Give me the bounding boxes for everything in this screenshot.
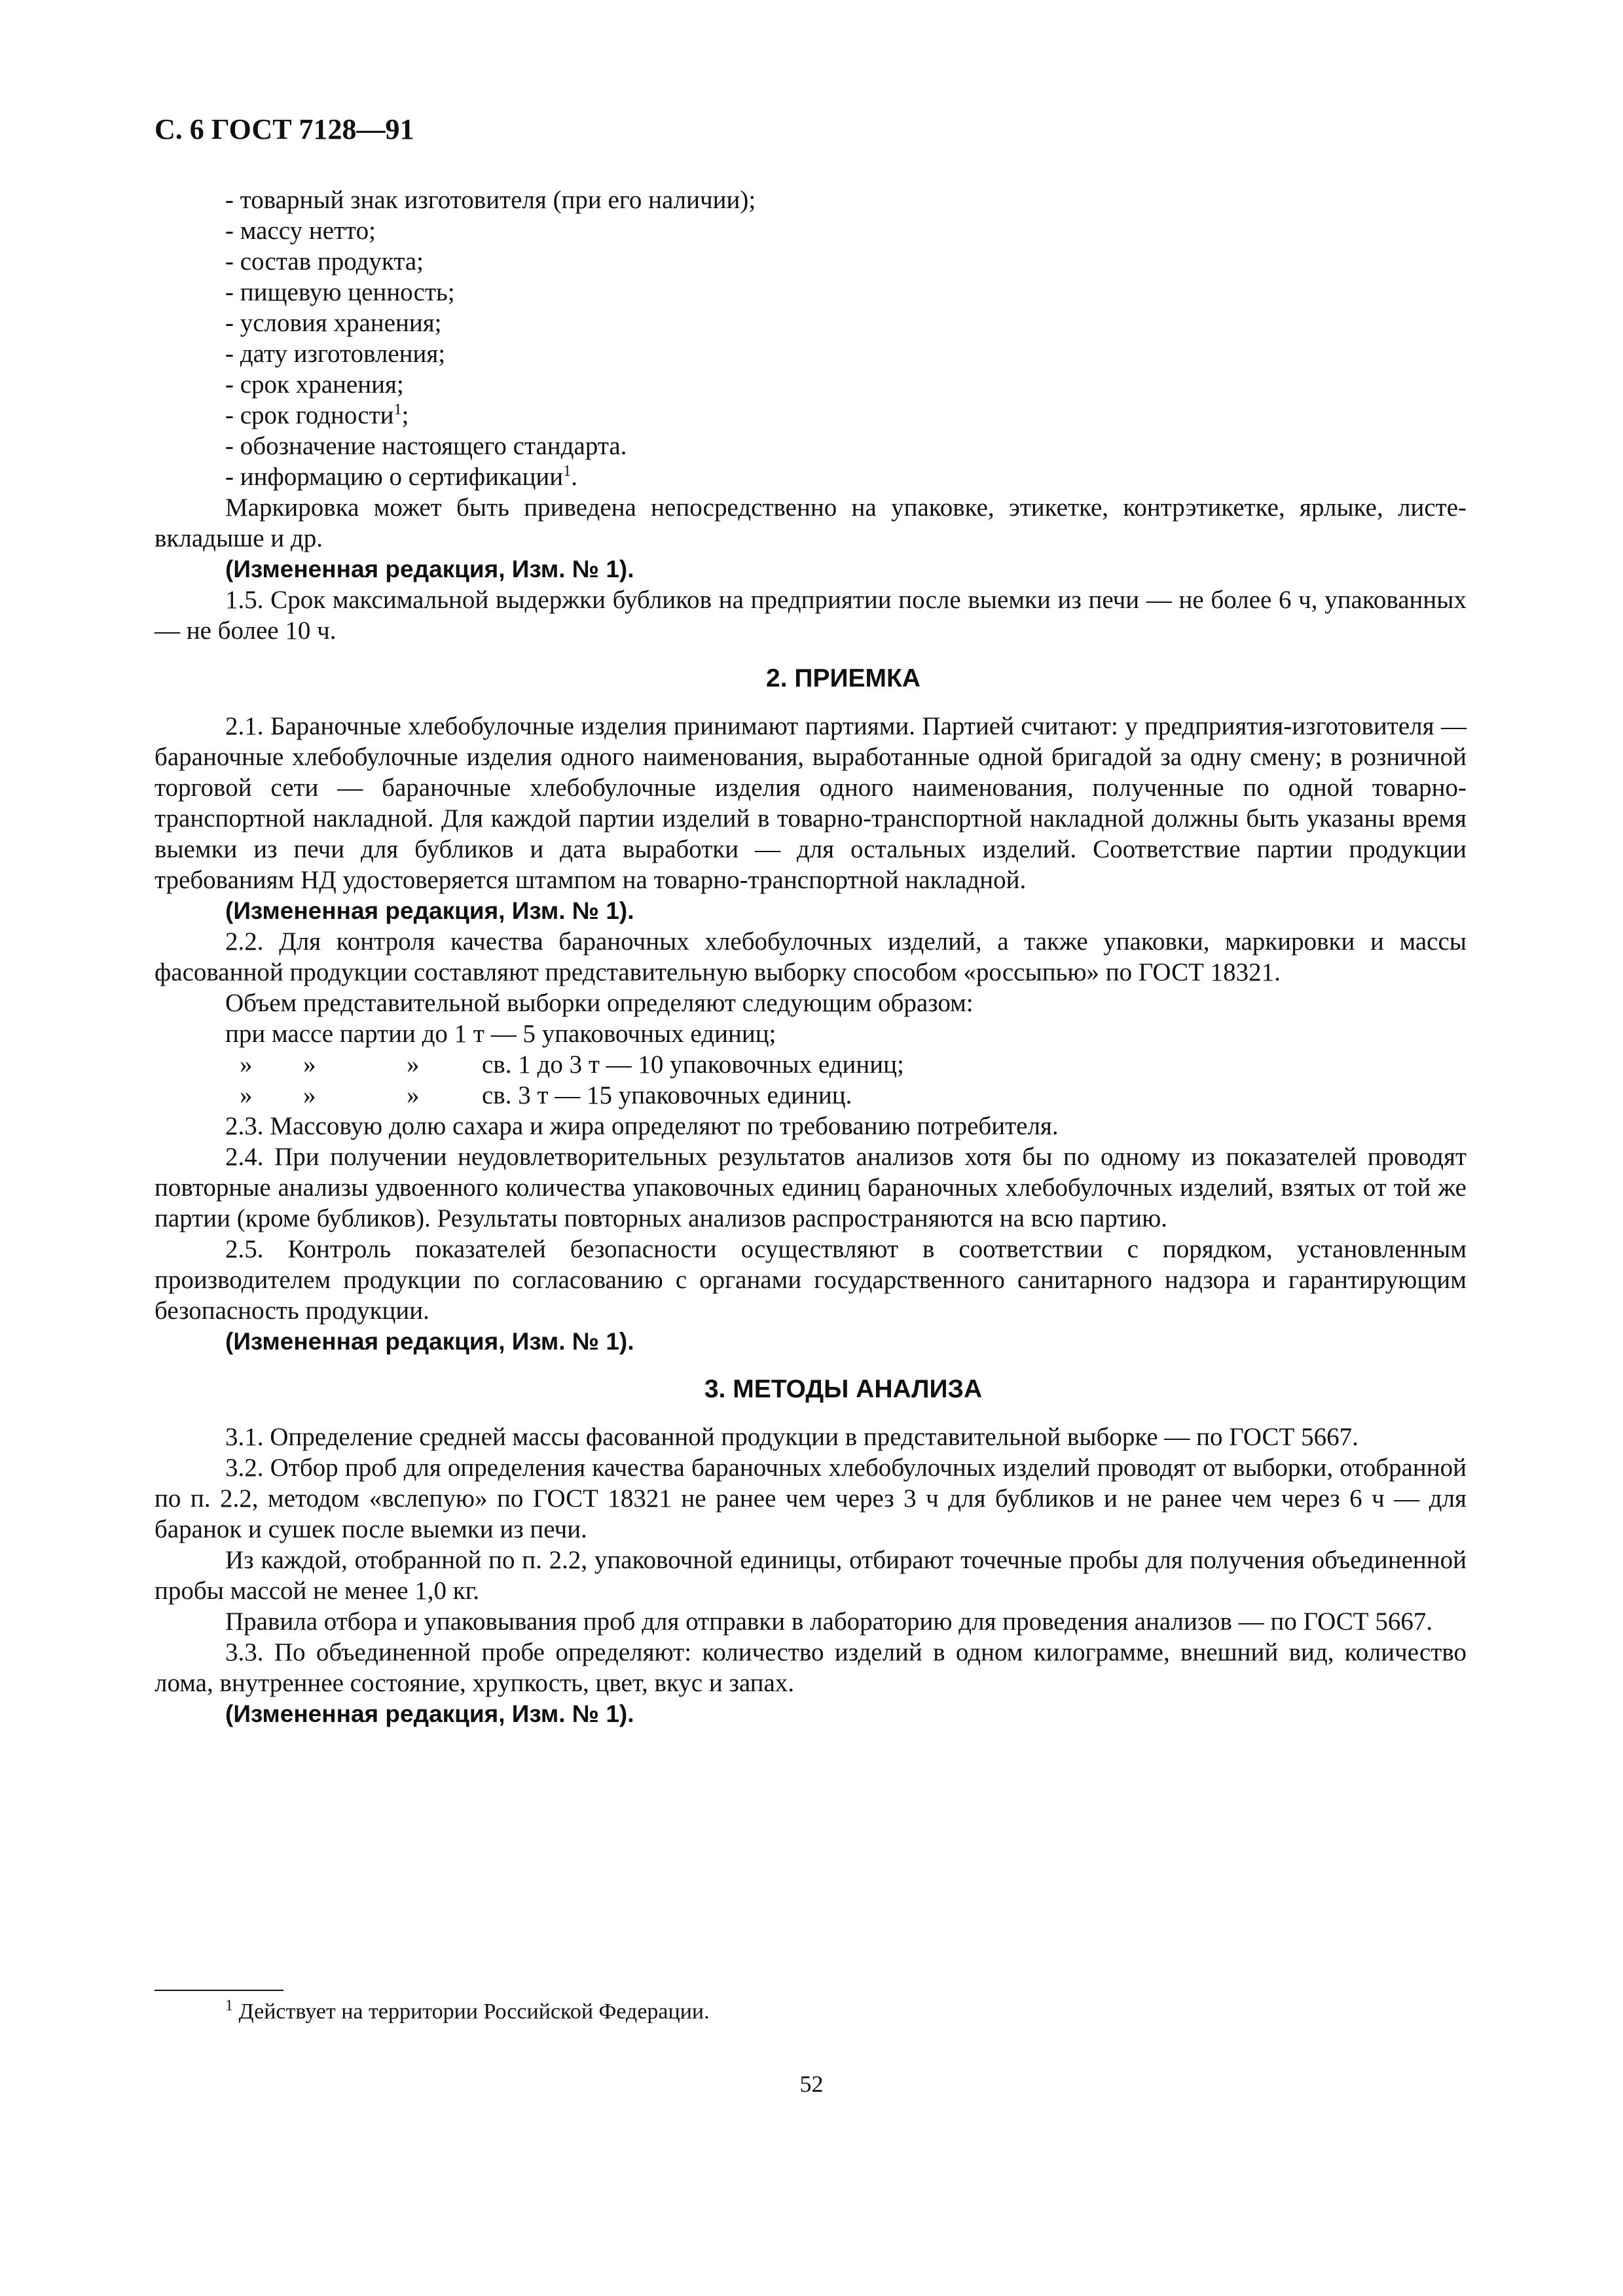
paragraph-3-1: 3.1. Определение средней массы фасованной продукции в представительной выборке — по ГОСТ 5667.	[225, 1423, 1359, 1451]
marking-list	[155, 185, 1467, 492]
ditto-mark: »	[240, 1081, 253, 1109]
sample-intro: Объем представительной выборки определяют следующим образом:	[225, 989, 974, 1017]
list-item: - товарный знак изготовителя (при его наличии);	[225, 186, 756, 214]
sample-line-text: св. 3 т — 15 упаковочных единиц.	[482, 1081, 852, 1109]
list-item: - дату изготовления;	[225, 340, 446, 368]
ditto-mark: »	[407, 1050, 420, 1079]
section-heading-analysis-methods: 3. МЕТОДЫ АНАЛИЗА	[704, 1375, 983, 1403]
list-item-text: - срок годности	[225, 401, 394, 429]
sample-line-ditto	[155, 1049, 1467, 1080]
footnote	[225, 1998, 710, 2026]
paragraph-3-3: 3.3. По объединенной пробе определяют: количество изделий в одном килограмме, внешний вид, количество лома, внутреннее состояние, хрупкость, цвет, вкус и запах.	[155, 1638, 1467, 1697]
page-number: 52	[799, 2071, 824, 2097]
list-item: - условия хранения;	[225, 309, 442, 337]
footnote-mark: 1	[225, 1997, 233, 2015]
amendment-note: (Измененная редакция, Изм. № 1).	[225, 1328, 634, 1355]
marking-note: Маркировка может быть приведена непосредственно на упаковке, этикетке, контрэтикетке, ярлыке, листе-вкладыше и др.	[155, 493, 1467, 552]
paragraph-3-2-sampling: Из каждой, отобранной по п. 2.2, упаковочной единицы, отбирают точечные пробы для получения объединенной пробы массой не менее 1,0 кг.	[155, 1546, 1467, 1605]
footnote-ref: 1	[563, 463, 572, 480]
amendment-note: (Измененная редакция, Изм. № 1).	[225, 556, 634, 583]
list-item: - обозначение настоящего стандарта.	[225, 432, 627, 460]
ditto-mark: »	[303, 1081, 316, 1109]
paragraph-3-2-packing: Правила отбора и упаковывания проб для отправки в лабораторию для проведения анализов — по ГОСТ 5667.	[225, 1607, 1433, 1636]
list-item: - состав продукта;	[225, 247, 424, 276]
sample-line: при массе партии до 1 т — 5 упаковочных единиц;	[225, 1020, 776, 1048]
amendment-note: (Измененная редакция, Изм. № 1).	[225, 1700, 634, 1727]
list-item-shelf-life	[155, 400, 1467, 431]
amendment-note: (Измененная редакция, Изм. № 1).	[225, 897, 634, 924]
list-item-certification	[155, 461, 1467, 492]
sample-line-text: св. 1 до 3 т — 10 упаковочных единиц;	[482, 1050, 904, 1079]
ditto-mark: »	[407, 1081, 420, 1109]
paragraph-3-2: 3.2. Отбор проб для определения качества бараночных хлебобулочных изделий проводят от выборки, отобранной по п. 2.2, методом «вслепую» по ГОСТ 18321 не ранее чем через 3 ч для бубликов и не ранее чем через 6 ч — для баранок и сушек после выемки из печи.	[155, 1454, 1467, 1543]
document-body	[155, 185, 1467, 1729]
sample-line-ditto	[155, 1080, 1467, 1111]
ditto-mark: »	[303, 1050, 316, 1079]
page-header: С. 6 ГОСТ 7128—91	[155, 113, 414, 145]
footnote-text: Действует на территории Российской Федерации.	[233, 2000, 710, 2024]
list-item-tail: ;	[401, 401, 409, 429]
paragraph-2-5: 2.5. Контроль показателей безопасности осуществляют в соответствии с порядком, установленным производителем продукции по согласованию с органами государственного санитарного надзора и гарантирующим безопасность продукции.	[155, 1235, 1467, 1325]
paragraph-1-5: 1.5. Срок максимальной выдержки бубликов на предприятии после выемки из печи — не более 6 ч, упакованных — не более 10 ч.	[155, 586, 1467, 645]
footnote-ref: 1	[393, 401, 402, 418]
list-item: - срок хранения;	[225, 370, 404, 399]
paragraph-2-4: 2.4. При получении неудовлетворительных результатов анализов хотя бы по одному из показателей проводят повторные анализы удвоенного количества упаковочных единиц бараночных хлебобулочных изделий, взятых от той же партии (кроме бубликов). Результаты повторных анализов распространяются на всю партию.	[155, 1143, 1467, 1232]
paragraph-2-1: 2.1. Бараночные хлебобулочные изделия принимают партиями. Партией считают: у предприятия-изготовителя — бараночные хлебобулочные изделия одного наименования, выработанные одной бригадой за одну смену; в розничной торговой сети — бараночные хлебобулочные изделия одного наименования, полученные по одной товарно-транспортной накладной. Для каждой партии изделий в товарно-транспортной накладной должны быть указаны время выемки из печи для бубликов и дата выработки — для остальных изделий. Соответствие партии продукции требованиям НД удостоверяется штампом на товарно-транспортной накладной.	[155, 712, 1467, 894]
list-item: - пищевую ценность;	[225, 278, 455, 306]
list-item-tail: .	[571, 463, 577, 491]
footnote-divider	[155, 1990, 283, 1991]
list-item-text: - информацию о сертификации	[225, 463, 564, 491]
paragraph-2-3: 2.3. Массовую долю сахара и жира определяют по требованию потребителя.	[225, 1112, 1059, 1140]
section-heading-acceptance: 2. ПРИЕМКА	[766, 664, 921, 692]
ditto-mark: »	[240, 1050, 253, 1079]
list-item: - массу нетто;	[225, 217, 376, 245]
paragraph-2-2: 2.2. Для контроля качества бараночных хлебобулочных изделий, а также упаковки, маркировки и массы фасованной продукции составляют представительную выборку способом «россыпью» по ГОСТ 18321.	[155, 927, 1467, 986]
